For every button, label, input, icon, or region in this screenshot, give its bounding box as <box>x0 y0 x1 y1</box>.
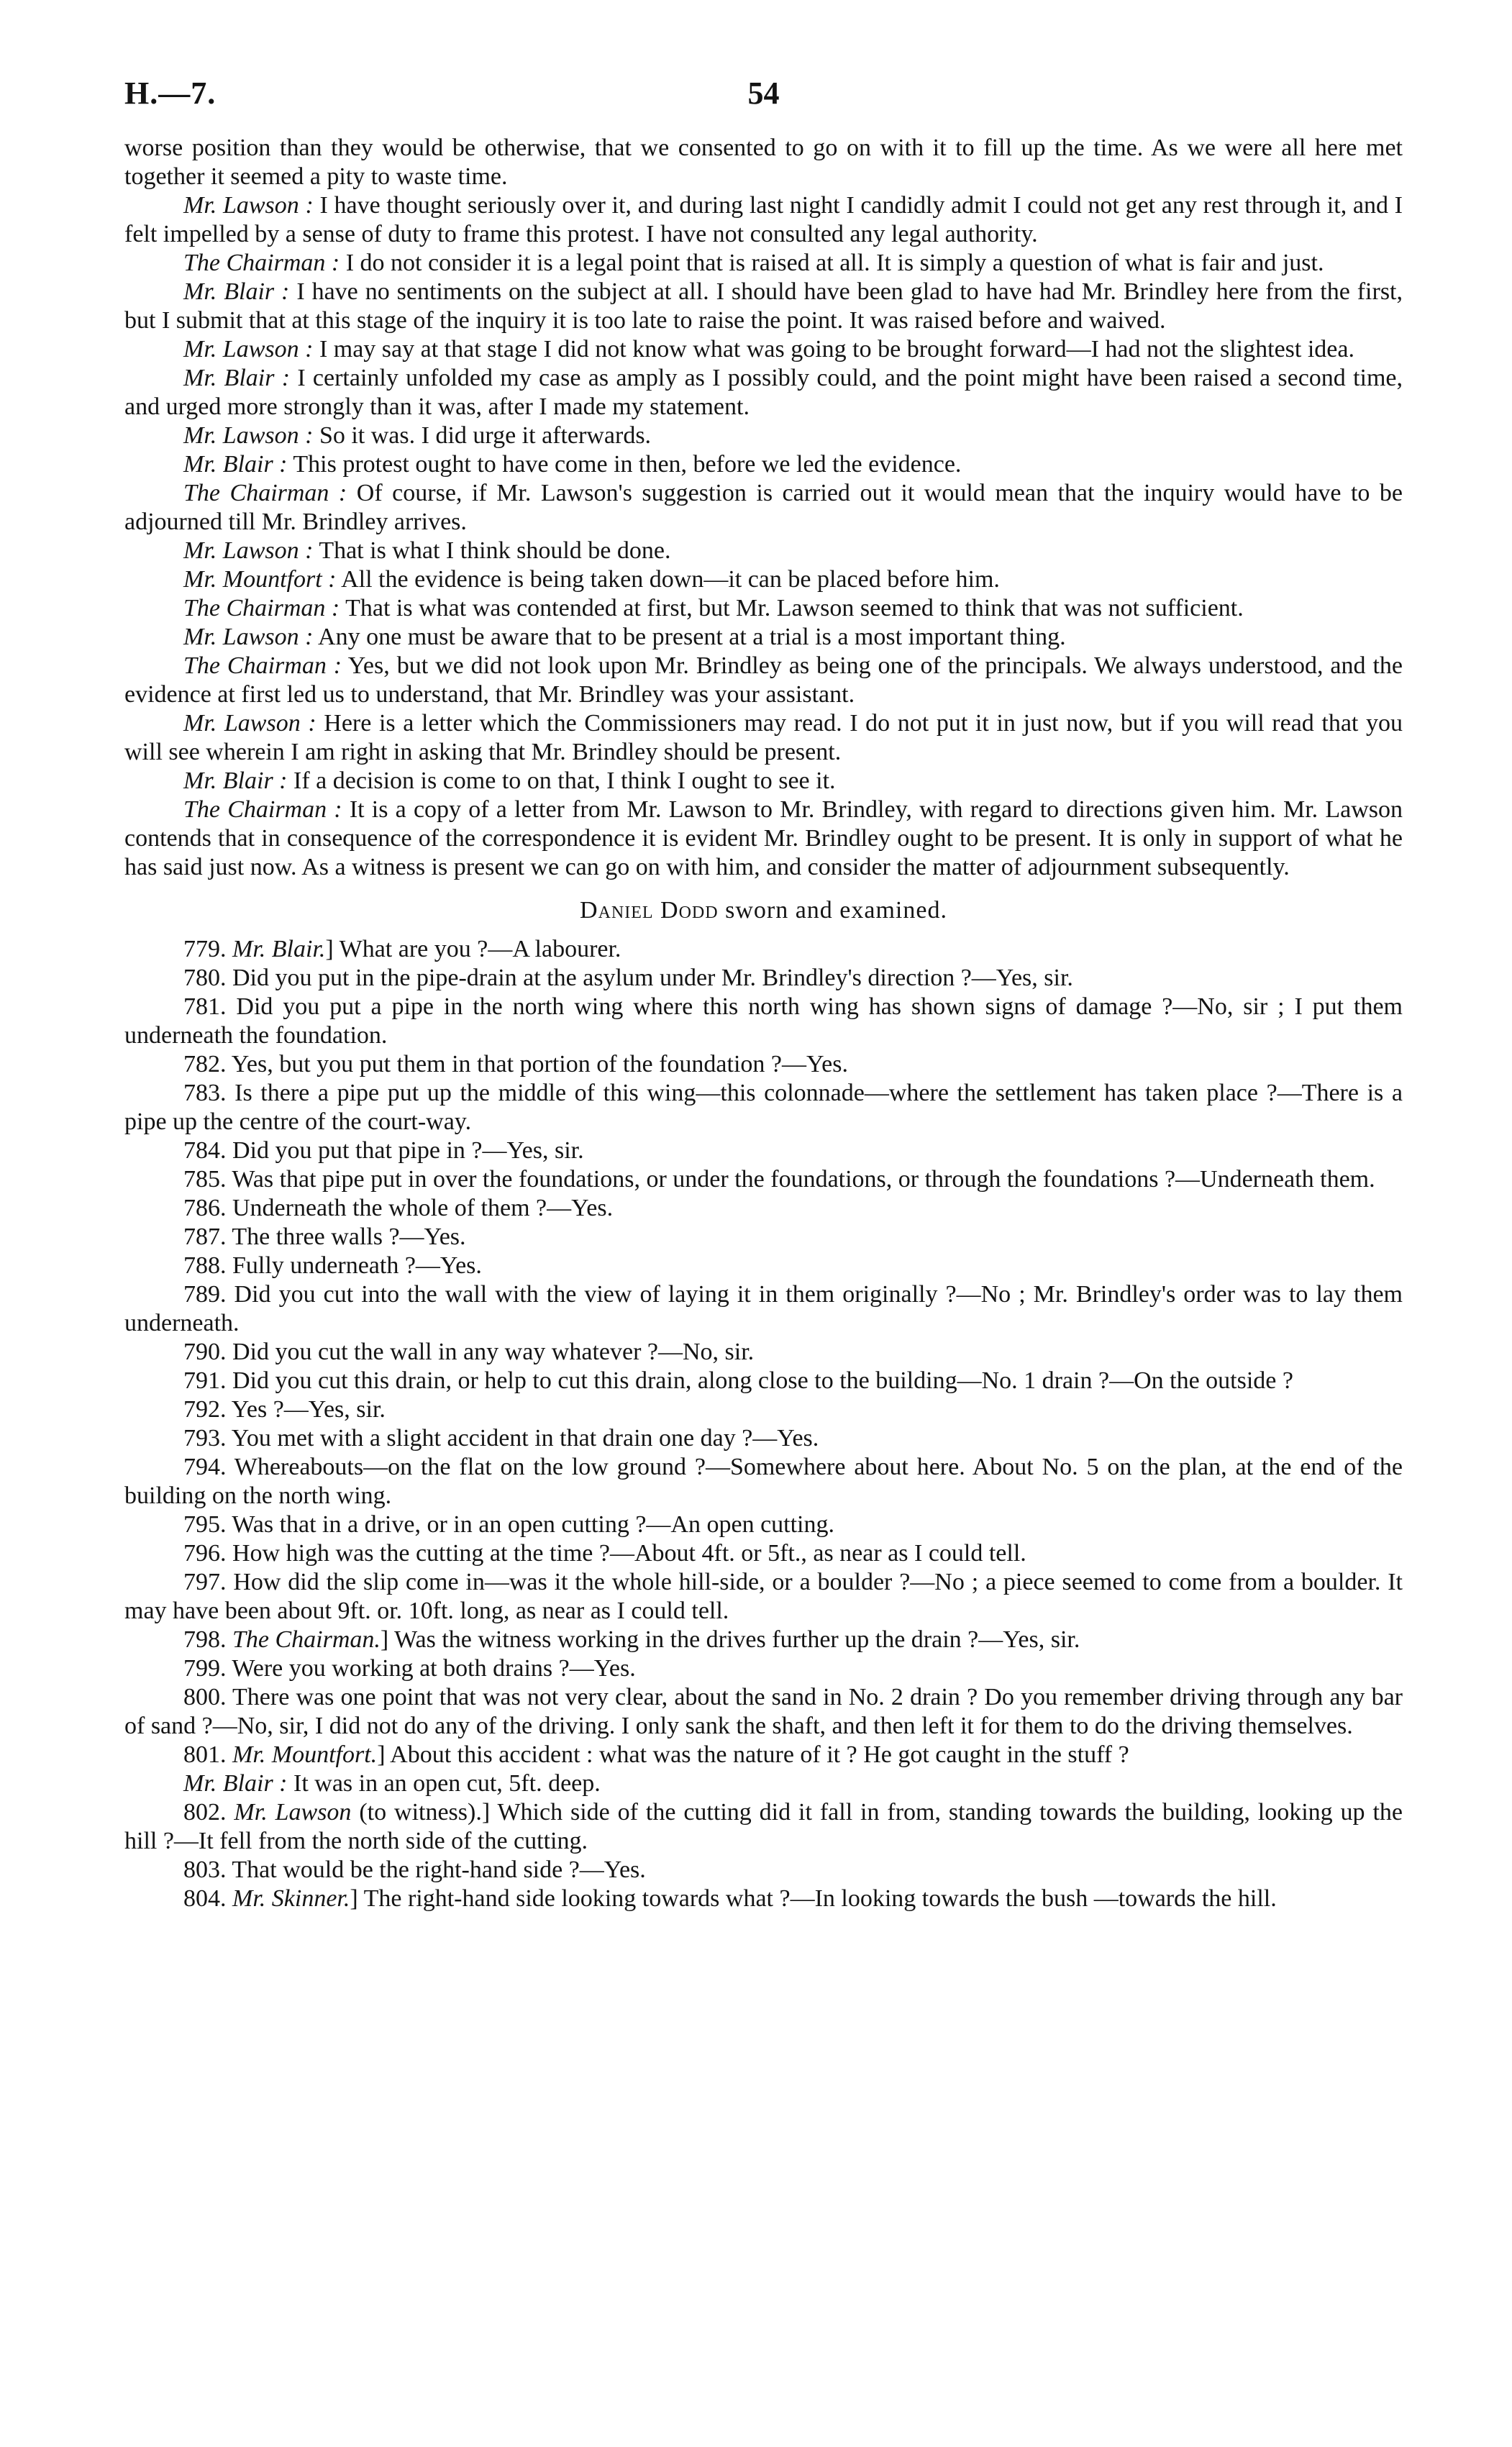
speaker-name: Mr. Lawson : <box>183 710 316 737</box>
question-answer: 798. The Chairman.] Was the witness working in the drives further up the drain ?—Yes, sir. <box>183 1626 1080 1653</box>
question-answer: 779. Mr. Blair.] What are you ?—A labourer. <box>183 936 621 962</box>
paragraph: Mr. Blair : I certainly unfolded my case as amply as I possibly could, and the point might have been raised a second time, and urged more strongly than it was, after I made my statement. <box>124 365 1403 420</box>
paragraph: Mr. Blair : This protest ought to have come in then, before we led the evidence. <box>183 451 962 478</box>
speaker-name: Mr. Mountfort. <box>232 1741 378 1768</box>
question-answer: 804. Mr. Skinner.] The right-hand side looking towards what ?—In looking towards the bush —towards the hill. <box>183 1885 1277 1912</box>
paragraph: Mr. Lawson : So it was. I did urge it afterwards. <box>183 422 652 449</box>
paragraph: The Chairman : I do not consider it is a legal point that is raised at all. It is simply a question of what is fair and just. <box>183 250 1324 276</box>
speaker-name: Mr. Blair : <box>183 1770 288 1797</box>
speaker-name: Mr. Blair : <box>183 451 288 478</box>
speaker-name: Mr. Lawson : <box>183 422 314 449</box>
question-answer: 781. Did you put a pipe in the north wing where this north wing has shown signs of damage ?—No, sir ; I put them underneath the foundation. <box>124 993 1403 1049</box>
paragraph: Mr. Blair : I have no sentiments on the subject at all. I should have been glad to have had Mr. Brindley here from the first, but I submit that at this stage of the inquiry it is too late to raise the point. It was raised before and waived. <box>124 278 1403 334</box>
speaker-name: The Chairman : <box>183 250 340 276</box>
speaker-name: Mr. Lawson : <box>183 537 314 564</box>
paragraph: The Chairman : Yes, but we did not look upon Mr. Brindley as being one of the principals. We always understood, and the evidence at first led us to understand, that Mr. Brindley was your assistant. <box>124 652 1403 708</box>
paragraph: Mr. Blair : If a decision is come to on that, I think I ought to see it. <box>183 767 836 794</box>
question-answer: Mr. Blair : It was in an open cut, 5ft. deep. <box>183 1770 601 1797</box>
question-answer: 800. There was one point that was not very clear, about the sand in No. 2 drain ? Do you remember driving through any bar of sand ?—No, sir, I did not do any of the driving. I only sank the shaft, and then left it for them to do the driving themselves. <box>124 1684 1403 1739</box>
question-answer: 785. Was that pipe put in over the foundations, or under the foundations, or through the foundations ?—Underneath them. <box>183 1166 1375 1193</box>
speaker-name: Mr. Blair. <box>232 936 326 962</box>
paragraph: Mr. Mountfort : All the evidence is being taken down—it can be placed before him. <box>183 566 1000 593</box>
question-answer: 801. Mr. Mountfort.] About this accident : what was the nature of it ? He got caught in the stuff ? <box>183 1741 1129 1768</box>
paragraph: Mr. Lawson : Any one must be aware that to be present at a trial is a most important thing. <box>183 624 1066 650</box>
question-answer: 794. Whereabouts—on the flat on the low ground ?—Somewhere about here. About No. 5 on the plan, at the end of the building on the north wing. <box>124 1454 1403 1509</box>
speaker-name: Mr. Blair : <box>183 767 288 794</box>
paragraph: Mr. Lawson : That is what I think should be done. <box>183 537 671 564</box>
speaker-name: Mr. Mountfort : <box>183 566 337 593</box>
question-answer: 790. Did you cut the wall in any way whatever ?—No, sir. <box>183 1339 755 1365</box>
question-answer: 792. Yes ?—Yes, sir. <box>183 1396 386 1423</box>
speaker-name: Mr. Blair : <box>183 365 291 391</box>
speaker-name: Mr. Lawson : <box>183 192 314 219</box>
speaker-name: The Chairman : <box>183 652 342 679</box>
question-answer: 791. Did you cut this drain, or help to cut this drain, along close to the building—No. 1 drain ?—On the outside ? <box>183 1367 1293 1394</box>
paragraph: The Chairman : It is a copy of a letter from Mr. Lawson to Mr. Brindley, with regard to directions given him. Mr. Lawson contends that in consequence of the correspondence it is evident Mr. Brindley ought to be present. It is only in support of what he has said just now. As a witness is present we can go on with him, and consider the matter of adjournment subsequently. <box>124 796 1403 880</box>
question-answer: 793. You met with a slight accident in that drain one day ?—Yes. <box>183 1425 819 1452</box>
question-answer: 786. Underneath the whole of them ?—Yes. <box>183 1195 614 1221</box>
paragraph: The Chairman : That is what was contended at first, but Mr. Lawson seemed to think that was not sufficient. <box>183 595 1244 621</box>
speaker-name: Mr. Skinner. <box>232 1885 350 1912</box>
speaker-name: The Chairman : <box>183 796 342 823</box>
paragraph: The Chairman : Of course, if Mr. Lawson's suggestion is carried out it would mean that the inquiry would have to be adjourned till Mr. Brindley arrives. <box>124 480 1403 535</box>
speaker-name: Mr. Blair : <box>183 278 290 305</box>
question-answer: 795. Was that in a drive, or in an open cutting ?—An open cutting. <box>183 1511 835 1538</box>
question-answer: 788. Fully underneath ?—Yes. <box>183 1252 482 1279</box>
question-answer: 782. Yes, but you put them in that portion of the foundation ?—Yes. <box>183 1051 848 1077</box>
page-number: 54 <box>747 76 780 111</box>
speaker-name: Mr. Lawson : <box>183 336 314 363</box>
question-answer: 789. Did you cut into the wall with the view of laying it in them originally ?—No ; Mr. Brindley's order was to lay them underneath. <box>124 1281 1403 1336</box>
question-answer: 803. That would be the right-hand side ?—Yes. <box>183 1856 646 1883</box>
question-list <box>124 935 1403 1913</box>
paragraph: Mr. Lawson : I may say at that stage I did not know what was going to be brought forward—I had not the slightest idea. <box>183 336 1354 363</box>
question-answer: 796. How high was the cutting at the time ?—About 4ft. or 5ft., as near as I could tell. <box>183 1540 1026 1567</box>
paragraph: Mr. Lawson : Here is a letter which the Commissioners may read. I do not put it in just now, but if you will read that you will see wherein I am right in asking that Mr. Brindley should be present. <box>124 710 1403 765</box>
question-answer: 797. How did the slip come in—was it the whole hill-side, or a boulder ?—No ; a piece seemed to come from a boulder. It may have been about 9ft. or. 10ft. long, as near as I could tell. <box>124 1569 1403 1624</box>
question-answer: 784. Did you put that pipe in ?—Yes, sir. <box>183 1137 584 1164</box>
witness-heading: Daniel Dodd sworn and examined. <box>580 897 947 924</box>
paragraph-continuation: worse position than they would be otherwise, that we consented to go on with it to fill up the time. As we were all here met together it seemed a pity to waste time. <box>124 135 1403 190</box>
page-header <box>124 76 1403 134</box>
document-reference: H.—7. <box>124 76 217 111</box>
speaker-name: Mr. Lawson <box>234 1799 352 1826</box>
speaker-name: The Chairman : <box>183 480 347 506</box>
paragraph: Mr. Lawson : I have thought seriously over it, and during last night I candidly admit I could not get any rest through it, and I felt impelled by a sense of duty to frame this protest. I have not consulted any legal authority. <box>124 192 1403 247</box>
question-answer: 787. The three walls ?—Yes. <box>183 1224 466 1250</box>
speaker-name: The Chairman : <box>183 595 340 621</box>
question-answer: 783. Is there a pipe put up the middle of this wing—this colonnade—where the settlement has taken place ?—There is a pipe up the centre of the court-way. <box>124 1080 1403 1135</box>
speaker-name: The Chairman. <box>232 1626 381 1653</box>
speaker-name: Mr. Lawson : <box>183 624 314 650</box>
witness-name: Daniel Dodd <box>580 897 719 924</box>
question-answer: 780. Did you put in the pipe-drain at the asylum under Mr. Brindley's direction ?—Yes, sir. <box>183 965 1073 991</box>
question-answer: 802. Mr. Lawson (to witness).] Which side of the cutting did it fall in from, standing towards the building, looking up the hill ?—It fell from the north side of the cutting. <box>124 1799 1403 1854</box>
question-answer: 799. Were you working at both drains ?—Yes. <box>183 1655 636 1682</box>
